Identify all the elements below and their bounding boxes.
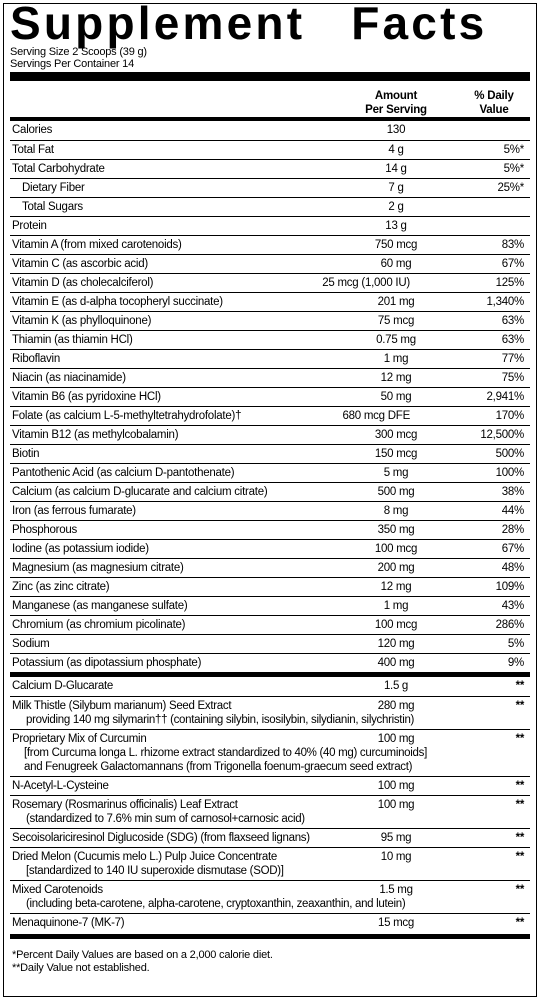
ingredient-dv: ** (515, 917, 524, 929)
vitamin-name: Vitamin D (as cholecalciferol) (12, 277, 154, 289)
nutrient-amount: 7 g (388, 182, 404, 194)
ingredient-detail: and Fenugreek Galactomannans (from Trigonella foenum-graecum seed extract) (24, 761, 413, 773)
vitamin-amount: 5 mg (383, 467, 409, 479)
vitamin-dv: 75% (501, 372, 524, 384)
ingredient-amount: 1.5 mg (379, 884, 413, 896)
vitamin-amount: 75 mcg (377, 315, 415, 327)
ingredient-name: N-Acetyl-L-Cysteine (12, 780, 109, 792)
amount-header-line2: Per Serving (365, 104, 427, 116)
nutrient-amount: 13 g (385, 220, 407, 232)
vitamin-row (10, 615, 530, 634)
vitamin-name: Phosphorous (12, 524, 78, 536)
ingredient-name: Milk Thistle (Silybum marianum) Seed Extract (12, 700, 232, 712)
vitamin-dv: 48% (501, 562, 524, 574)
nutrient-row (10, 178, 530, 197)
nutrient-name: Dietary Fiber (22, 182, 85, 194)
vitamin-amount: 1 mg (383, 600, 409, 612)
ingredient-detail: [from Curcuma longa L. rhizome extract standardized to 40% (40 mg) curcuminoids] (24, 747, 427, 759)
servings-per-container: Servings Per Container 14 (10, 58, 135, 70)
footnotes (10, 934, 530, 975)
vitamin-amount: 120 mg (377, 638, 415, 650)
nutrient-amount: 4 g (388, 144, 404, 156)
vitamin-dv: 83% (501, 239, 524, 251)
vitamin-name: Chromium (as chromium picolinate) (12, 619, 186, 631)
nutrient-amount: 14 g (385, 163, 407, 175)
nutrient-section (10, 121, 530, 235)
ingredient-detail: [standardized to 140 IU superoxide dismutase (SOD)] (26, 865, 284, 877)
vitamin-row (10, 254, 530, 273)
vitamin-amount: 12 mg (380, 372, 412, 384)
ingredient-detail: (including beta-carotene, alpha-carotene, cryptoxanthin, zeaxanthin, and lutein) (26, 898, 406, 910)
vitamin-amount: 50 mg (380, 391, 412, 403)
vitamin-name: Vitamin K (as phylloquinone) (12, 315, 152, 327)
divider-thick (10, 72, 530, 81)
vitamin-row (10, 653, 530, 672)
vitamin-row (10, 634, 530, 653)
vitamin-name: Iodine (as potassium iodide) (12, 543, 149, 555)
ingredient-row (10, 847, 530, 880)
ingredient-dv: ** (515, 884, 524, 896)
vitamin-row (10, 558, 530, 577)
footnote-dv: *Percent Daily Values are based on a 2,000 calorie diet. (12, 949, 273, 961)
ingredient-amount: 95 mg (380, 832, 412, 844)
ingredient-name: Secoisolariciresinol Diglucoside (SDG) (from flaxseed lignans) (12, 832, 310, 844)
vitamin-row (10, 292, 530, 311)
vitamin-row (10, 444, 530, 463)
vitamin-amount: 201 mg (377, 296, 415, 308)
vitamin-dv: 44% (501, 505, 524, 517)
ingredient-name: Mixed Carotenoids (12, 884, 103, 896)
vitamin-name: Potassium (as dipotassium phosphate) (12, 657, 202, 669)
ingredient-dv: ** (515, 780, 524, 792)
vitamin-name: Magnesium (as magnesium citrate) (12, 562, 184, 574)
vitamin-dv: 28% (501, 524, 524, 536)
vitamin-row (10, 311, 530, 330)
vitamin-amount: 200 mg (377, 562, 415, 574)
vitamin-row (10, 406, 530, 425)
vitamin-amount: 8 mg (383, 505, 409, 517)
vitamin-row (10, 539, 530, 558)
vitamin-amount: 350 mg (377, 524, 415, 536)
ingredient-dv: ** (515, 851, 524, 863)
nutrient-dv: 25%* (497, 182, 524, 194)
ingredient-name: Calcium D-Glucarate (12, 680, 114, 692)
vitamin-amount: 12 mg (380, 581, 412, 593)
ingredient-amount: 15 mcg (378, 917, 414, 929)
vitamin-row (10, 387, 530, 406)
vitamin-name: Vitamin B6 (as pyridoxine HCl) (12, 391, 161, 403)
vitamin-dv: 125% (495, 277, 524, 289)
vitamin-amount: 680 mcg DFE (342, 410, 410, 422)
vitamin-row (10, 349, 530, 368)
vitamin-name: Biotin (12, 448, 40, 460)
vitamin-name: Vitamin B12 (as methylcobalamin) (12, 429, 179, 441)
vitamin-name: Folate (as calcium L-5-methyltetrahydrofolate)† (12, 410, 242, 422)
vitamin-dv: 100% (495, 467, 524, 479)
ingredient-detail: providing 140 mg silymarin†† (containing silybin, isosilybin, silydianin, silychristin) (26, 714, 415, 726)
supplement-facts-panel (3, 0, 537, 997)
vitamin-row (10, 463, 530, 482)
ingredient-row (10, 677, 530, 696)
vitamin-dv: 170% (495, 410, 524, 422)
vitamin-name: Niacin (as niacinamide) (12, 372, 126, 384)
vitamin-row (10, 235, 530, 254)
amount-header-line1: Amount (374, 90, 418, 102)
vitamin-row (10, 330, 530, 349)
nutrient-row (10, 197, 530, 216)
panel-title: Supplement Facts (10, 0, 488, 49)
dv-header-line1: % Daily (474, 90, 514, 102)
vitamin-dv: 38% (501, 486, 524, 498)
nutrient-amount: 2 g (388, 201, 404, 213)
ingredient-amount: 100 mg (377, 780, 415, 792)
vitamin-amount: 150 mcg (374, 448, 418, 460)
ingredient-name: Proprietary Mix of Curcumin (12, 733, 147, 745)
ingredient-dv: ** (515, 680, 524, 692)
dv-header-line2: Value (479, 104, 509, 116)
ingredient-detail: (standardized to 7.6% min sum of carnosol+carnosic acid) (26, 813, 305, 825)
ingredient-row (10, 729, 530, 776)
nutrient-name: Calories (12, 124, 53, 136)
vitamin-dv: 43% (501, 600, 524, 612)
serving-size: Serving Size 2 Scoops (39 g) (10, 46, 147, 58)
ingredient-dv: ** (515, 700, 524, 712)
ingredient-name: Dried Melon (Cucumis melo L.) Pulp Juice Concentrate (12, 851, 277, 863)
nutrient-dv: 5%* (503, 163, 524, 175)
vitamin-amount: 750 mcg (374, 239, 418, 251)
ingredient-dv: ** (515, 733, 524, 745)
vitamin-name: Sodium (12, 638, 50, 650)
vitamin-row (10, 501, 530, 520)
vitamin-dv: 63% (501, 334, 524, 346)
vitamin-dv: 500% (495, 448, 524, 460)
vitamin-amount: 300 mcg (374, 429, 418, 441)
vitamin-dv: 67% (501, 258, 524, 270)
ingredient-row (10, 696, 530, 729)
nutrient-name: Total Sugars (22, 201, 83, 213)
nutrient-row (10, 121, 530, 140)
nutrient-amount: 130 (386, 124, 406, 136)
vitamin-name: Thiamin (as thiamin HCl) (12, 334, 133, 346)
vitamin-row (10, 368, 530, 387)
ingredient-amount: 1.5 g (383, 680, 409, 692)
vitamin-section (10, 235, 530, 672)
vitamin-amount: 0.75 mg (376, 334, 416, 346)
ingredient-row (10, 776, 530, 795)
nutrient-name: Protein (12, 220, 47, 232)
vitamin-name: Manganese (as manganese sulfate) (12, 600, 188, 612)
vitamin-name: Vitamin A (from mixed carotenoids) (12, 239, 182, 251)
vitamin-amount: 25 mcg (1,000 IU) (322, 277, 410, 289)
ingredient-dv: ** (515, 832, 524, 844)
ingredient-name: Menaquinone-7 (MK-7) (12, 917, 125, 929)
vitamin-dv: 9% (507, 657, 524, 669)
vitamin-amount: 1 mg (383, 353, 409, 365)
ingredient-amount: 100 mg (377, 799, 415, 811)
vitamin-name: Zinc (as zinc citrate) (12, 581, 110, 593)
ingredient-dv: ** (515, 799, 524, 811)
ingredient-name: Rosemary (Rosmarinus officinalis) Leaf Extract (12, 799, 238, 811)
vitamin-name: Pantothenic Acid (as calcium D-pantothenate) (12, 467, 235, 479)
vitamin-amount: 60 mg (380, 258, 412, 270)
vitamin-row (10, 425, 530, 444)
ingredient-amount: 100 mg (377, 733, 415, 745)
amount-header (346, 89, 446, 117)
other-ingredients-section (10, 677, 530, 932)
vitamin-row (10, 577, 530, 596)
vitamin-name: Vitamin C (as ascorbic acid) (12, 258, 148, 270)
vitamin-dv: 67% (501, 543, 524, 555)
vitamin-name: Vitamin E (as d-alpha tocopheryl succinate) (12, 296, 223, 308)
vitamin-amount: 400 mg (377, 657, 415, 669)
dv-header (464, 89, 524, 117)
vitamin-row (10, 520, 530, 539)
ingredient-row (10, 913, 530, 932)
nutrient-name: Total Fat (12, 144, 54, 156)
vitamin-amount: 100 mcg (374, 619, 418, 631)
ingredient-amount: 280 mg (377, 700, 415, 712)
vitamin-row (10, 596, 530, 615)
vitamin-name: Riboflavin (12, 353, 60, 365)
vitamin-amount: 100 mcg (374, 543, 418, 555)
footnote-not-established: **Daily Value not established. (12, 962, 150, 974)
nutrient-dv: 5%* (503, 144, 524, 156)
ingredient-row (10, 795, 530, 828)
vitamin-dv: 1,340% (486, 296, 524, 308)
vitamin-dv: 63% (501, 315, 524, 327)
vitamin-dv: 286% (495, 619, 524, 631)
vitamin-name: Iron (as ferrous fumarate) (12, 505, 136, 517)
vitamin-row (10, 273, 530, 292)
ingredient-amount: 10 mg (380, 851, 412, 863)
vitamin-dv: 12,500% (480, 429, 524, 441)
ingredient-row (10, 828, 530, 847)
vitamin-dv: 77% (501, 353, 524, 365)
vitamin-dv: 2,941% (486, 391, 524, 403)
column-header (10, 81, 530, 117)
nutrient-row (10, 159, 530, 178)
ingredient-row (10, 880, 530, 913)
vitamin-dv: 109% (495, 581, 524, 593)
vitamin-dv: 5% (507, 638, 524, 650)
vitamin-name: Calcium (as calcium D-glucarate and calcium citrate) (12, 486, 268, 498)
nutrient-row (10, 216, 530, 235)
nutrient-name: Total Carbohydrate (12, 163, 105, 175)
nutrient-row (10, 140, 530, 159)
vitamin-amount: 500 mg (377, 486, 415, 498)
vitamin-row (10, 482, 530, 501)
